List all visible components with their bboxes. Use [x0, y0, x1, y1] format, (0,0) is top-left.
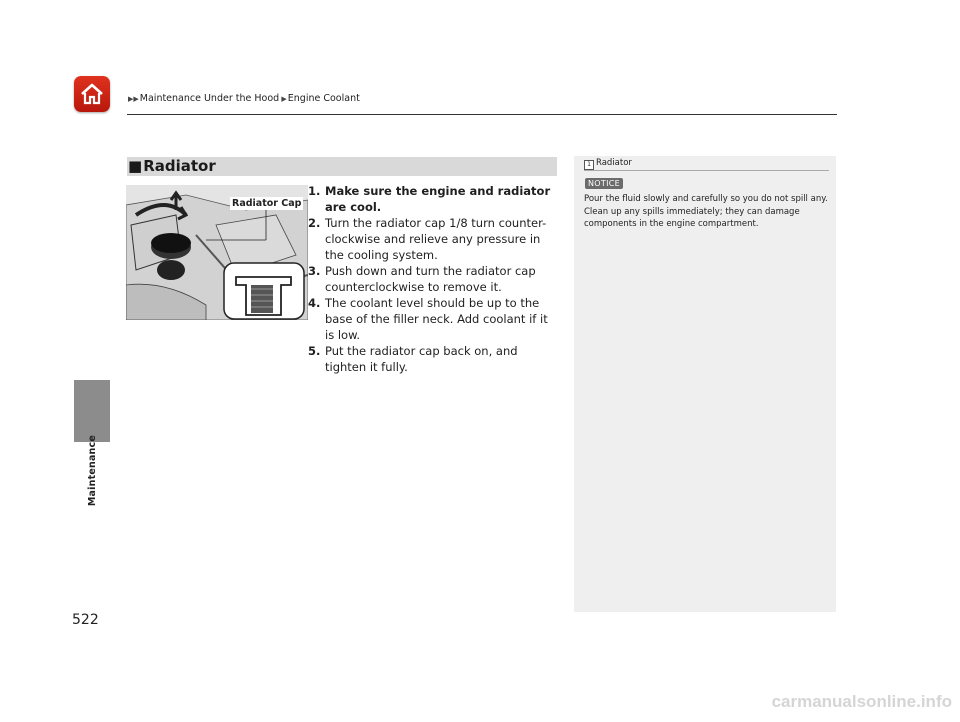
notice-text: Pour the fluid slowly and carefully so you do not spill any. Clean up any spills immediately; they can damage components in the engine compartment. — [584, 194, 828, 229]
procedure-steps — [308, 183, 558, 375]
step-text: Put the radiator cap back on, and tighten it fully. — [325, 344, 518, 374]
step-number: 3. — [308, 264, 321, 278]
triangle-right-icon: ▶ — [279, 95, 287, 103]
list-item — [308, 183, 558, 215]
step-number: 1. — [308, 184, 321, 198]
step-number: 5. — [308, 344, 321, 358]
section-tab[interactable] — [74, 380, 110, 442]
radiator-cap-callout: Radiator Cap — [232, 198, 302, 209]
step-text: The coolant level should be up to the base of the filler neck. Add coolant if it is low. — [325, 296, 548, 342]
step-text: Push down and turn the radiator cap counterclockwise to remove it. — [325, 264, 536, 294]
list-item — [308, 215, 558, 263]
section-tab-label: Maintenance — [87, 435, 98, 507]
home-button[interactable] — [74, 76, 110, 112]
step-text: Make sure the engine and radiator are cool. — [325, 184, 551, 214]
notes-heading — [584, 158, 632, 170]
breadcrumb-item-engine-coolant[interactable]: Engine Coolant — [287, 93, 360, 104]
section-title: Radiator — [143, 157, 216, 175]
header-divider — [127, 114, 837, 115]
home-icon — [79, 81, 105, 107]
step-number: 2. — [308, 216, 321, 230]
square-bullet-icon: ■ — [128, 157, 143, 175]
reference-icon: 1 — [584, 160, 594, 170]
step-number: 4. — [308, 296, 321, 310]
section-heading — [128, 157, 216, 176]
notes-divider — [584, 170, 829, 171]
list-item — [308, 263, 558, 295]
breadcrumb-item-maintenance-under-hood[interactable]: Maintenance Under the Hood — [139, 93, 280, 104]
list-item — [308, 295, 558, 343]
breadcrumb — [128, 93, 360, 104]
watermark: carmanualsonline.info — [771, 692, 952, 711]
step-text: Turn the radiator cap 1/8 turn counter-clockwise and relieve any pressure in the cooling system. — [325, 216, 547, 262]
notes-title[interactable]: Radiator — [596, 158, 632, 168]
triangle-right-icon: ▶▶ — [128, 95, 139, 103]
list-item — [308, 343, 558, 375]
notice-badge: NOTICE — [585, 178, 623, 189]
page-number: 522 — [72, 612, 99, 628]
